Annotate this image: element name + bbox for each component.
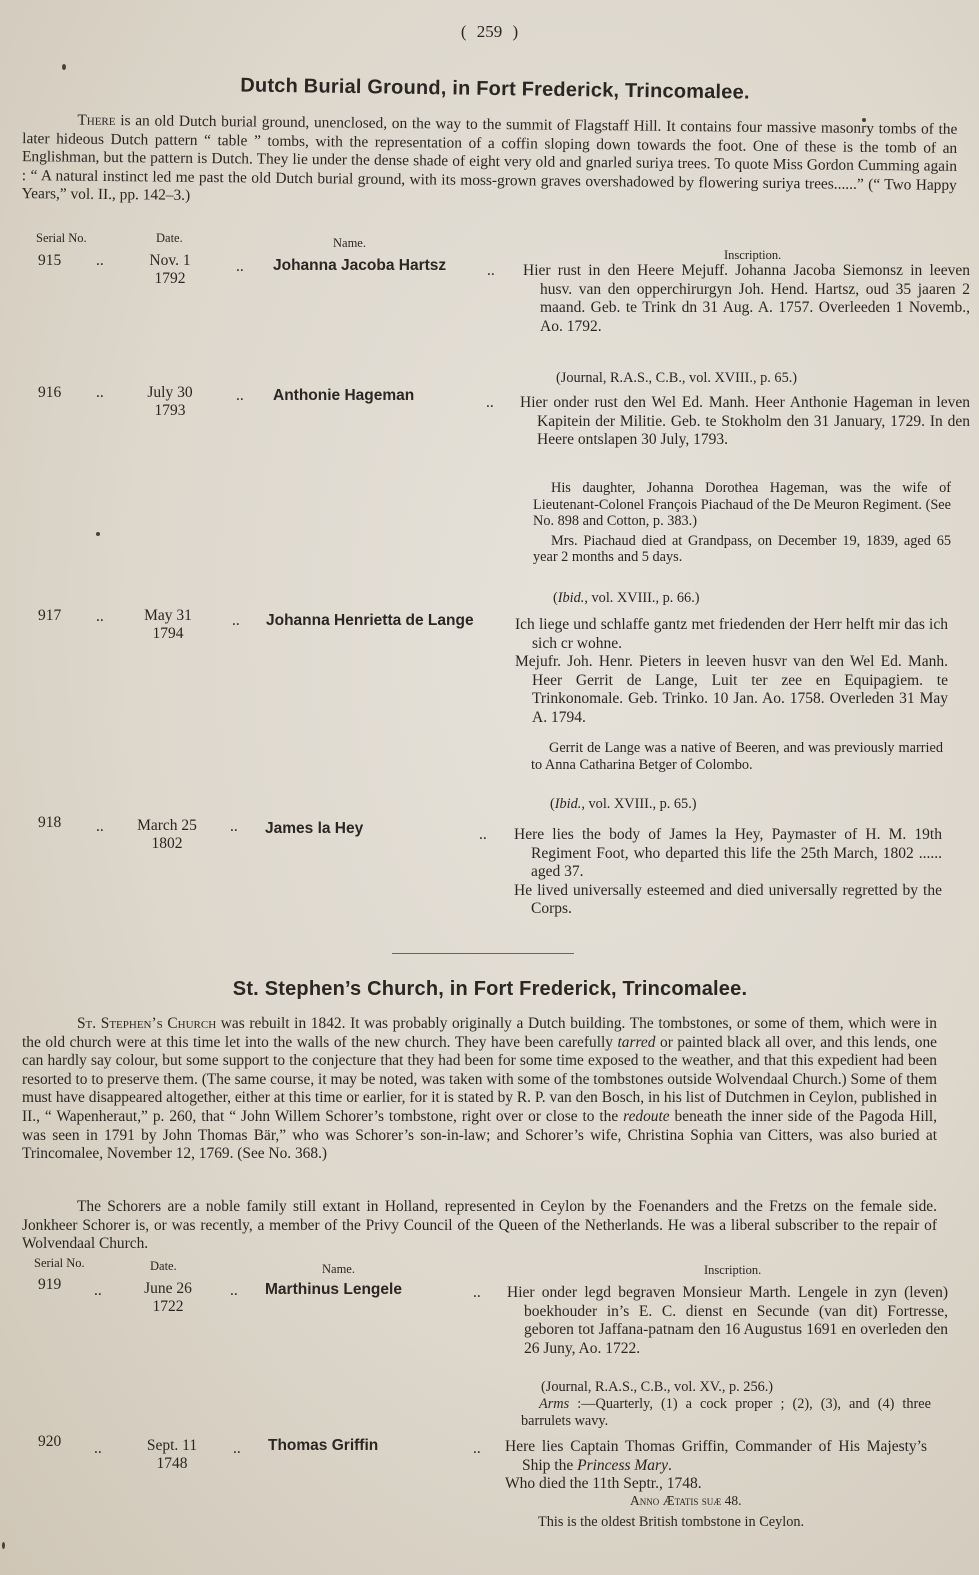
date-day: Sept. 11 <box>146 1437 198 1454</box>
leader-dots: .. <box>473 1440 481 1457</box>
entry-reference: (Ibid., vol. XVIII., p. 65.) <box>550 796 697 812</box>
entry-name: Anthonie Hageman <box>273 387 415 404</box>
intro-paragraph <box>22 111 958 214</box>
intro-lead: There <box>77 111 116 130</box>
entry-reference: (Ibid., vol. XVIII., p. 66.) <box>553 590 700 606</box>
column-header-name: Name. <box>322 1262 355 1276</box>
serial-number: 918 <box>38 814 62 831</box>
leader-dots: .. <box>486 394 494 411</box>
note-daughter: His daughter, Johanna Dorothea Hageman, was the wife of Lieutenant-Colonel François Piachaud of the De Meuron Regiment. (See No. 898 and Cotton, p. 383.) <box>533 480 951 530</box>
entry-date <box>132 1437 212 1473</box>
arms-label: Arms <box>539 1396 570 1412</box>
entry-date <box>128 607 208 643</box>
leader-dots: .. <box>230 818 238 835</box>
serial-number: 919 <box>38 1276 62 1293</box>
leader-dots: .. <box>230 1282 238 1299</box>
inscription-dutch: Mejufr. Joh. Henr. Pieters in leeven husvr van den Wel Ed. Manh. Heer Gerrit de Lange, Luit ter zee en Equipagiem. te Trinkonomale. Geb. Trinko. 10 Jan. Ao. 1758. Overleden 31 May A. 1794. <box>515 653 948 726</box>
entry-inscription: Hier onder rust den Wel Ed. Manh. Heer Anthonie Hageman in leven Kapitein der Militie. Geb. te Stokholm den 31 January, 1729. In den Heere ontslapen 30 July, 1793. <box>520 394 970 449</box>
inscription-text-b: . <box>667 1456 672 1474</box>
entry-date <box>130 252 210 288</box>
entry-inscription: Hier onder legd begraven Monsieur Marth. Lengele in zyn (leven) boekhouder in’s E. C. dienst en Secunde (van dit) Fortresse, geboren tot Jaffana-patnam den 16 Augustus 1691 en overleden den 26 Juny, Ao. 1722. <box>507 1284 948 1357</box>
serial-number: 920 <box>38 1433 62 1450</box>
entry-inscription <box>515 616 948 728</box>
church-text-b: or painted black all over, and this lends, one can hardly say colour, but some support to the conjecture that they had been for some time exposed to the weather, and that this expedient had been resorted to to preserve them. (The same course, it may be noted, was taken with some of the tombstones outside Wolvendaal Church.) Some of them must have disappeared altogether, either at this time or earlier, for it is stated by R. P. van den Bosch, in his list of Dutchmen in Ceylon, published in II., “ Wapenheraut,” p. 260, that “ John Willem Schorer’s tombstone, right over or close to the <box>22 1033 937 1125</box>
inscription-text-a: Here lies Captain Thomas Griffin, Commander of His Majesty’s Ship the <box>505 1438 927 1474</box>
entry-inscription: Hier rust in den Heere Mejuff. Johanna Jacoba Siemonsz in leeven husv. van den opperchirurgyn Joh. Hend. Hartsz, oud 35 jaaren 2 maand. Geb. te Trink dn 31 Aug. A. 1757. Overleeden 1 Novemb., Ao. 1792. <box>523 262 970 335</box>
leader-dots: .. <box>236 258 244 275</box>
church-paragraph <box>22 1015 937 1164</box>
ship-name: Princess Mary <box>577 1456 668 1474</box>
ibid: Ibid. <box>557 590 585 606</box>
inscription-death: Who died the 11th Septr., 1748. <box>505 1475 702 1493</box>
date-year: 1793 <box>154 402 186 419</box>
leader-dots: .. <box>232 612 240 629</box>
note-piachaud: Mrs. Piachaud died at Grandpass, on December 19, 1839, aged 65 year 2 months and 5 days. <box>533 532 951 566</box>
entry-date <box>122 817 212 853</box>
entry-note <box>531 740 943 773</box>
leader-dots: .. <box>473 1284 481 1301</box>
column-header-date: Date. <box>150 1259 177 1273</box>
date-day: June 26 <box>144 1280 192 1297</box>
anno-aetatis: Anno Ætatis suæ 48. <box>630 1493 742 1508</box>
column-header-serial: Serial No. <box>36 231 87 245</box>
leader-dots: .. <box>94 1282 102 1299</box>
serial-number: 916 <box>38 384 62 401</box>
date-year: 1802 <box>151 835 183 852</box>
entry-name: Marthinus Lengele <box>265 1281 402 1298</box>
inscription-main <box>505 1438 927 1475</box>
leader-dots: .. <box>479 826 487 843</box>
entry-date <box>128 1280 208 1316</box>
arms-text: :—Quarterly, (1) a cock proper ; (2), (3), and (4) three barrulets wavy. <box>521 1396 931 1429</box>
entry-inscription <box>514 826 942 919</box>
church-italic-tarred: tarred <box>617 1033 656 1051</box>
paper-speck <box>2 1542 5 1549</box>
section-title-st-stephens-church: St. Stephen’s Church, in Fort Frederick, Trincomalee. <box>232 978 748 1000</box>
entry-date <box>130 384 210 420</box>
column-header-serial: Serial No. <box>34 1256 85 1270</box>
reference-text: , vol. XVIII., p. 65.) <box>581 796 697 812</box>
column-header-date: Date. <box>156 231 183 245</box>
column-header-inscription: Inscription. <box>724 248 782 262</box>
leader-dots: .. <box>233 1440 241 1457</box>
note-gerrit: Gerrit de Lange was a native of Beeren, and was previously married to Anna Catharina Betger of Colombo. <box>531 740 943 773</box>
column-header-inscription: Inscription. <box>704 1263 762 1277</box>
entry-inscription <box>505 1438 927 1494</box>
section-title-dutch-burial-ground: Dutch Burial Ground, in Fort Frederick, Trincomalee. <box>240 74 750 104</box>
church-text-c: beneath the inner side of the Pagoda Hill, was seen in 1791 by John Thomas Bär,” who was Schorer’s son-in-law; and Schorer’s wife, Christina Sophia van Citters, was also buried at Trincomalee, November 12, 1769. (See No. 368.) <box>22 1107 937 1163</box>
leader-dots: .. <box>96 252 104 269</box>
ibid: Ibid. <box>554 796 582 812</box>
church-lead: St. Stephen’s Church <box>77 1015 217 1032</box>
leader-dots: .. <box>96 818 104 835</box>
church-italic-redoute: redoute <box>623 1107 670 1125</box>
date-year: 1748 <box>156 1455 188 1472</box>
oldest-tombstone-note: This is the oldest British tombstone in Ceylon. <box>538 1514 805 1530</box>
leader-dots: .. <box>96 608 104 625</box>
intro-text: is an old Dutch burial ground, unenclosed, on the way to the summit of Flagstaff Hill. It contains four massive masonry tombs of the later hideous Dutch pattern “ table ” tombs, with the representation of a coffin sloping down towards the foot. One of these is the tomb of an Englishman, but the pattern is Dutch. They lie under the dense shade of eight very old and gnarled suriya trees. To quote Miss Gordon Cumming again : “ A natural instinct led me past the old Dutch burial ground, with its moss-grown graves overshadowed by flowering suriya trees......” (“ Two Happy Years,” vol. II., pp. 142–3.) <box>21 112 958 205</box>
date-day: March 25 <box>137 817 197 834</box>
entry-name: Johanna Henrietta de Lange <box>266 612 474 629</box>
inscription-main: Here lies the body of James la Hey, Paymaster of H. M. 19th Regiment Foot, who departed this life the 25th March, 1802 ...... aged 37. <box>514 826 942 881</box>
church-text-a: was rebuilt in 1842. It was probably originally a Dutch building. The tombstones, or some of them, which were in the old church were at this time let into the walls of the new church. They have been carefully <box>22 1015 938 1051</box>
column-header-name: Name. <box>333 236 366 250</box>
leader-dots: .. <box>236 387 244 404</box>
leader-dots: .. <box>94 1440 102 1457</box>
leader-dots: .. <box>487 262 495 279</box>
entry-name: Johanna Jacoba Hartsz <box>273 257 447 274</box>
schorers-paragraph: The Schorers are a noble family still extant in Holland, represented in Ceylon by the Foenanders and the Fretzs on the female side. Jonkheer Schorer is, or was recently, a member of the Privy Council of the Queen of the Netherlands. He was a liberal subscriber to the repair of Wolvendaal Church. <box>22 1198 937 1253</box>
date-day: Nov. 1 <box>149 252 191 269</box>
date-year: 1794 <box>152 625 184 642</box>
paper-speck <box>62 64 66 70</box>
date-day: May 31 <box>144 607 192 624</box>
entry-name: James la Hey <box>265 820 364 837</box>
entry-arms <box>521 1396 931 1429</box>
date-year: 1792 <box>154 270 186 287</box>
serial-number: 915 <box>38 252 62 269</box>
entry-reference: (Journal, R.A.S., C.B., vol. XV., p. 256.) <box>541 1379 774 1395</box>
reference-text: , vol. XVIII., p. 66.) <box>584 590 700 606</box>
entry-note <box>533 480 951 566</box>
inscription-corps: He lived universally esteemed and died universally regretted by the Corps. <box>514 881 942 918</box>
page-number: ( 259 ) <box>460 22 519 41</box>
date-year: 1722 <box>152 1298 184 1315</box>
serial-number: 917 <box>38 607 62 624</box>
paper-speck <box>96 532 100 536</box>
section-divider <box>392 953 574 954</box>
date-day: July 30 <box>147 384 193 401</box>
entry-reference: (Journal, R.A.S., C.B., vol. XVIII., p. 65.) <box>556 370 798 386</box>
inscription-german: Ich liege und schlaffe gantz met friedenden der Herr helft mir das ich sich cr wohne. <box>515 616 948 652</box>
leader-dots: .. <box>96 384 104 401</box>
entry-name: Thomas Griffin <box>268 1437 379 1454</box>
